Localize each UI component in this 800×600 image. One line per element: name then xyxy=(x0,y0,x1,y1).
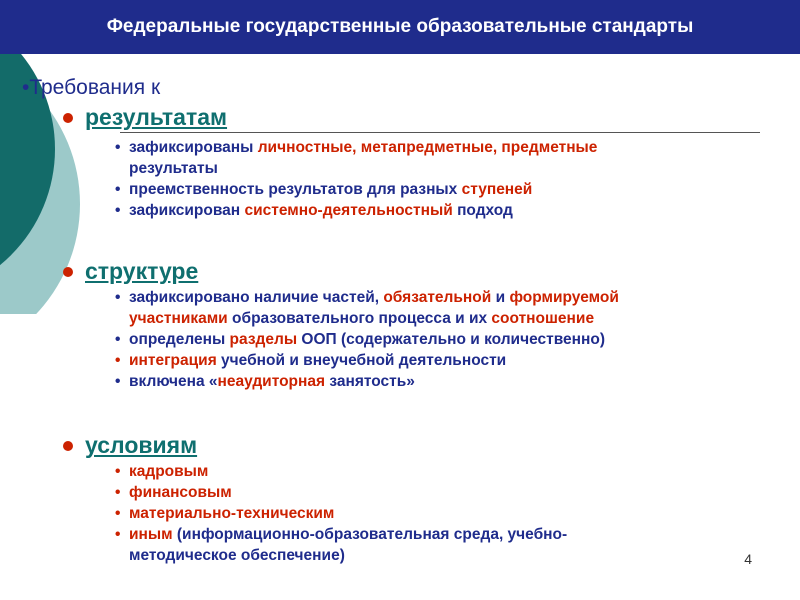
item-text: неаудиторная xyxy=(217,373,326,390)
item-text: обязательной xyxy=(383,289,492,306)
item-text: подход xyxy=(452,202,513,219)
item-bullet: • xyxy=(115,373,121,390)
page-number: 4 xyxy=(744,551,752,567)
section-bullet-icon xyxy=(63,113,73,123)
slide-title: Федеральные государственные образовательные стандарты xyxy=(106,16,694,37)
section-results xyxy=(63,104,597,221)
intro-bullet: • xyxy=(22,76,30,99)
section-bullet-icon xyxy=(63,267,73,277)
list-item xyxy=(115,329,619,350)
item-text: иным xyxy=(129,526,173,543)
section-bullet-icon xyxy=(63,441,73,451)
list-item xyxy=(115,503,567,524)
item-list xyxy=(115,137,597,221)
list-item xyxy=(115,179,597,200)
item-bullet: • xyxy=(115,139,121,156)
item-bullet: • xyxy=(115,289,121,306)
item-text: соотношение xyxy=(491,310,595,327)
section-title: результатам xyxy=(85,104,228,130)
item-text: материально-техническим xyxy=(129,505,335,522)
list-item xyxy=(115,482,567,503)
intro-text: Требования к xyxy=(29,76,161,99)
item-text: включена « xyxy=(129,373,218,390)
item-text: и xyxy=(491,289,510,306)
item-text: учебной и внеучебной деятельности xyxy=(216,352,507,369)
item-bullet: • xyxy=(115,202,121,219)
item-text: определены xyxy=(129,331,230,348)
item-bullet: • xyxy=(115,331,121,348)
item-bullet: • xyxy=(115,484,121,501)
item-text: кадровым xyxy=(129,463,209,480)
item-text: ступеней xyxy=(461,181,533,198)
list-item xyxy=(115,371,619,392)
title-bar xyxy=(0,0,800,54)
item-bullet: • xyxy=(115,352,121,369)
item-list xyxy=(115,287,619,392)
item-text: формируемой xyxy=(509,289,619,306)
item-text: разделы xyxy=(229,331,298,348)
item-text: зафиксированы xyxy=(129,139,258,156)
item-text: системно-деятельностный xyxy=(244,202,453,219)
item-text: финансовым xyxy=(129,484,232,501)
section-conditions xyxy=(63,432,567,566)
item-text: зафиксировано наличие частей, xyxy=(129,289,384,306)
item-bullet: • xyxy=(115,526,121,543)
item-text: ООП (содержательно и количественно) xyxy=(297,331,606,348)
item-bullet: • xyxy=(115,463,121,480)
section-structure xyxy=(63,258,619,392)
list-item xyxy=(115,350,619,371)
item-text: результаты xyxy=(129,160,218,177)
item-text: занятость» xyxy=(325,373,415,390)
item-text: образовательного процесса и их xyxy=(227,310,492,327)
list-item xyxy=(115,137,597,179)
list-item xyxy=(115,524,567,566)
item-bullet: • xyxy=(115,181,121,198)
item-text: (информационно-образовательная среда, учебно- xyxy=(172,526,568,543)
item-text: зафиксирован xyxy=(129,202,245,219)
list-item xyxy=(115,200,597,221)
list-item xyxy=(115,461,567,482)
intro-line xyxy=(22,76,160,100)
item-text: интеграция xyxy=(129,352,217,369)
item-bullet: • xyxy=(115,505,121,522)
item-text: личностные, метапредметные, предметные xyxy=(257,139,598,156)
item-text: методическое обеспечение) xyxy=(129,547,345,564)
section-title: структуре xyxy=(85,258,199,284)
item-text: участниками xyxy=(129,310,228,327)
item-list xyxy=(115,461,567,566)
section-title: условиям xyxy=(85,432,198,458)
list-item xyxy=(115,287,619,329)
item-text: преемственность результатов для разных xyxy=(129,181,462,198)
